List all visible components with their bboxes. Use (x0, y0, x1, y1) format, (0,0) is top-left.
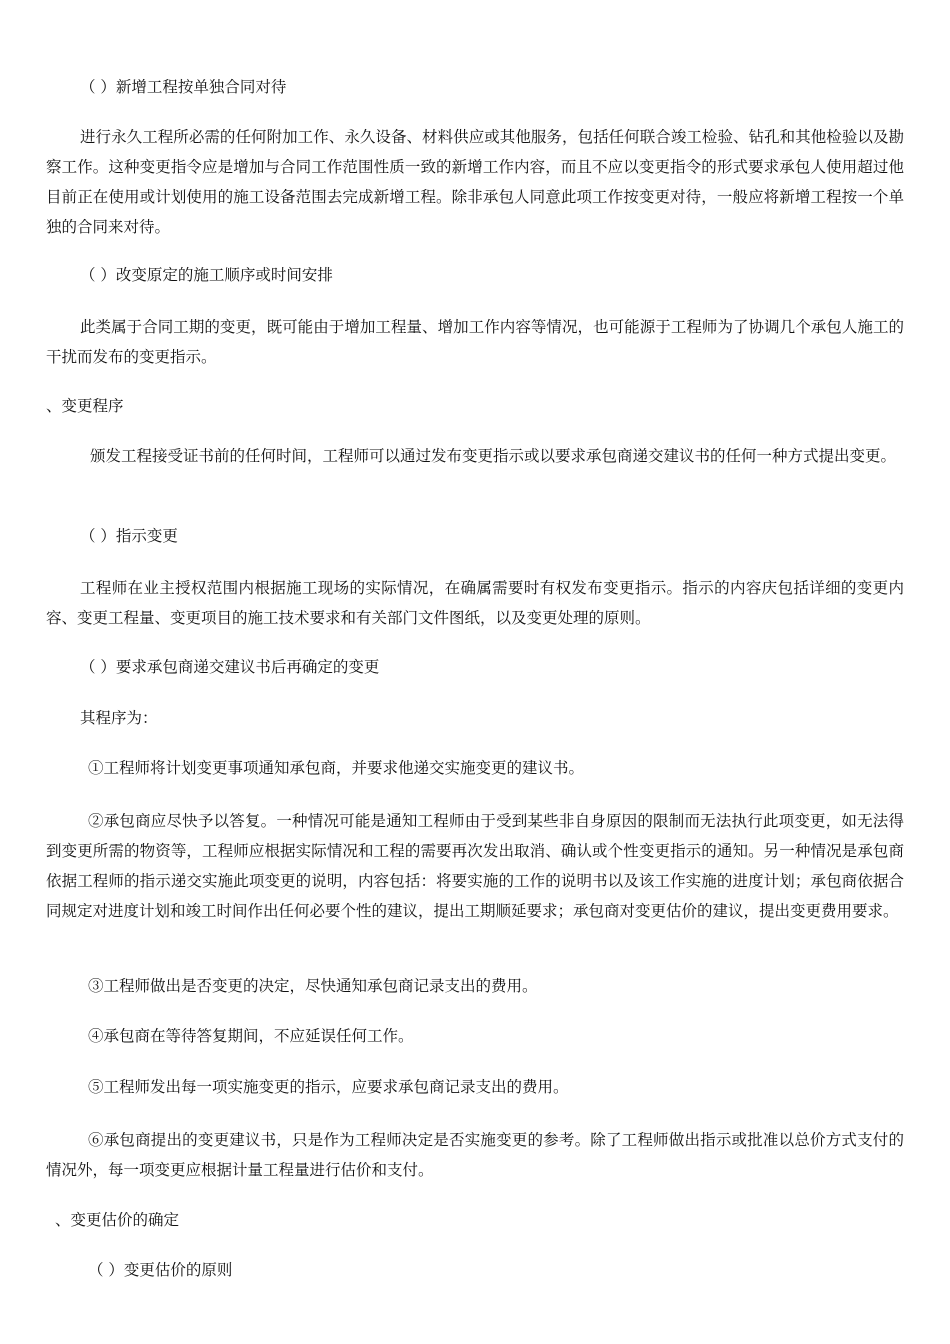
paragraph-procedure-intro: 颁发工程接受证书前的任何时间，工程师可以通过发布变更指示或以要求承包商递交建议书的任何一种方式提出变更。 (90, 447, 897, 465)
procedure-step-1: ①工程师将计划变更事项通知承包商，并要求他递交实施变更的建议书。 (88, 759, 585, 777)
procedure-step-4: ④承包商在等待答复期间，不应延误任何工作。 (88, 1027, 414, 1045)
paragraph-new-works: 进行永久工程所必需的任何附加工作、永久设备、材料供应或其他服务，包括任何联合竣工检验、钻孔和其他检验以及勘察工作。这种变更指令应是增加与合同工作范围性质一致的新增工作内容，而且不应以变更指令的形式要求承包人使用超过他目前正在使用或计划使用的施工设备范围去完成新增工程。除非承包人同意此项工作按变更对待，一般应将新增工程按一个单独的合同来对待。 (46, 128, 904, 236)
paragraph-instructed-variation: 工程师在业主授权范围内根据施工现场的实际情况，在确属需要时有权发布变更指示。指示的内容庆包括详细的变更内容、变更工程量、变更项目的施工技术要求和有关部门文件图纸，以及变更处理的原则。 (46, 579, 904, 627)
subheading-valuation-principles: （ ）变更估价的原则 (88, 1261, 233, 1279)
subheading-proposal-variation: （ ）要求承包商递交建议书后再确定的变更 (80, 658, 380, 676)
procedure-step-2: ②承包商应尽快予以答复。一种情况可能是通知工程师由于受到某些非自身原因的限制而无法执行此项变更，如无法得到变更所需的物资等，工程师应根据实际情况和工程的需要再次发出取消、确认或个性变更指示的通知。另一种情况是承包商依据工程师的指示递交实施此项变更的说明，内容包括：将要实施的工作的说明书以及该工作实施的进度计划；承包商依据合同规定对进度计划和竣工时间作出任何必要个性的建议，提出工期顺延要求；承包商对变更估价的建议，提出变更费用要求。 (46, 812, 904, 920)
procedure-step-5: ⑤工程师发出每一项实施变更的指示，应要求承包商记录支出的费用。 (88, 1078, 569, 1096)
procedure-label: 其程序为： (80, 709, 158, 727)
subheading-new-works: （ ）新增工程按单独合同对待 (80, 78, 287, 96)
procedure-step-6: ⑥承包商提出的变更建议书，只是作为工程师决定是否实施变更的参考。除了工程师做出指示或批准以总价方式支付的情况外，每一项变更应根据计量工程量进行估价和支付。 (46, 1131, 904, 1179)
procedure-step-3: ③工程师做出是否变更的决定，尽快通知承包商记录支出的费用。 (88, 977, 538, 995)
subheading-sequence-change: （ ）改变原定的施工顺序或时间安排 (80, 266, 333, 284)
section-heading-variation-procedure: 、变更程序 (46, 397, 124, 415)
subheading-instructed-variation: （ ）指示变更 (80, 527, 178, 545)
section-heading-valuation: 、变更估价的确定 (55, 1211, 180, 1229)
paragraph-sequence-change: 此类属于合同工期的变更，既可能由于增加工程量、增加工作内容等情况，也可能源于工程师为了协调几个承包人施工的干扰而发布的变更指示。 (46, 318, 904, 366)
